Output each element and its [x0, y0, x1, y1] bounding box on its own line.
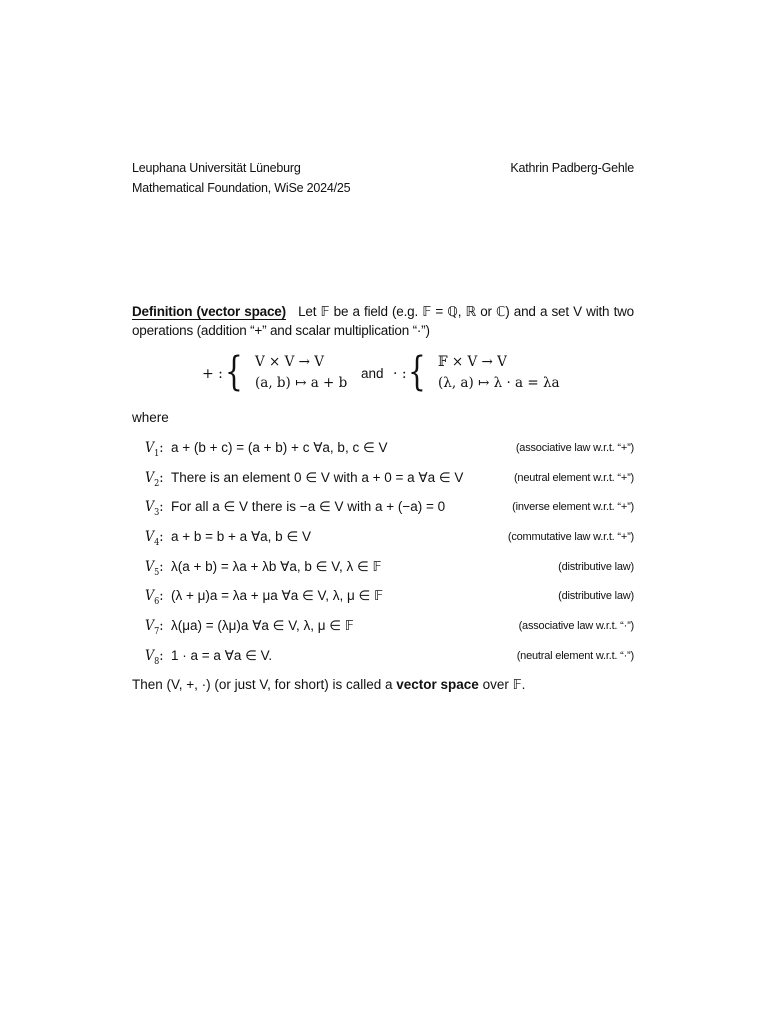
- definition-title: Definition (vector space): [132, 304, 286, 319]
- author-name: Kathrin Padberg-Gehle: [510, 161, 634, 175]
- axiom-item: [132, 495, 634, 525]
- addition-symbol: + :: [202, 366, 223, 382]
- axiom-item: [132, 436, 634, 466]
- axiom-statement: (λ + μ)a = λa + μa ∀a ∈ V, λ, μ ∈ 𝔽: [171, 588, 384, 604]
- and-word: and: [361, 366, 384, 381]
- scalar-brace: {: [408, 349, 426, 395]
- axiom-note: (associative law w.r.t. “+”): [515, 442, 634, 454]
- conclusion-sentence: [132, 677, 525, 693]
- axiom-statement: There is an element 0 ∈ V with a + 0 = a ∀a ∈ V: [171, 469, 464, 485]
- scalar-mapping-rule: (λ, a) ↦ λ · a = λa: [438, 375, 560, 391]
- definition-paragraph: [132, 302, 634, 340]
- addition-mapping-rule: (a, b) ↦ a + b: [255, 375, 348, 391]
- axiom-note: (inverse element w.r.t. “+”): [512, 501, 634, 514]
- definition-intro: Let 𝔽 be a field (e.g. 𝔽 = ℚ, ℝ or ℂ) and a set V with two operations (addition “+” and scalar multiplication “·”): [132, 304, 634, 338]
- course-name: Mathematical Foundation, WiSe 2024/25: [132, 181, 351, 195]
- addition-brace: {: [225, 349, 243, 395]
- axiom-statement: λ(μa) = (λμ)a ∀a ∈ V, λ, μ ∈ 𝔽: [171, 618, 354, 634]
- axiom-statement: λ(a + b) = λa + λb ∀a, b ∈ V, λ ∈ 𝔽: [171, 558, 382, 574]
- axiom-note: (associative law w.r.t. “·”): [518, 620, 634, 633]
- axiom-list: [132, 436, 634, 674]
- axiom-item: [132, 584, 634, 614]
- where-label: where: [132, 410, 169, 425]
- axiom-note: (distributive law): [558, 590, 634, 603]
- scalar-mapping-domain: 𝔽 × V → V: [438, 354, 507, 370]
- axiom-statement: a + (b + c) = (a + b) + c ∀a, b, c ∈ V: [171, 440, 388, 455]
- axiom-note: (neutral element w.r.t. “·”): [516, 649, 634, 662]
- definition-block: [132, 302, 634, 340]
- axiom-label: $V_8$:: [145, 647, 164, 667]
- axiom-note: (commutative law w.r.t. “+”): [507, 531, 634, 544]
- vector-space-term: vector space: [396, 677, 479, 692]
- axiom-statement: a + b = b + a ∀a, b ∈ V: [171, 529, 311, 545]
- axiom-item: [132, 525, 634, 555]
- axiom-label: $V_3$:: [145, 499, 164, 519]
- axiom-note: (neutral element w.r.t. “+”): [513, 471, 634, 484]
- axiom-statement: For all a ∈ V there is −a ∈ V with a + (−a) = 0: [171, 499, 446, 515]
- conclusion-suffix: over 𝔽.: [482, 677, 526, 692]
- axiom-label: $V_7$:: [145, 618, 164, 637]
- axiom-item: [132, 614, 634, 644]
- axiom-label: $V_5$:: [145, 558, 164, 578]
- scalar-symbol: · :: [393, 366, 407, 382]
- axiom-label: $V_2$:: [145, 469, 164, 489]
- axiom-statement: 1 · a = a ∀a ∈ V.: [171, 647, 273, 663]
- axiom-item: [132, 466, 634, 496]
- conclusion-prefix: Then (V, +, ·) (or just V, for short) is called a: [132, 677, 393, 692]
- university-name: Leuphana Universität Lüneburg: [132, 161, 301, 175]
- page-header: [132, 158, 634, 198]
- axiom-item: [132, 644, 634, 674]
- axiom-label: $V_6$:: [145, 588, 164, 608]
- axiom-label: $V_1$:: [145, 440, 164, 459]
- axiom-note: (distributive law): [558, 560, 634, 573]
- addition-mapping-domain: V × V → V: [255, 354, 325, 370]
- axiom-item: [132, 555, 634, 585]
- operations-display: [132, 350, 634, 400]
- axiom-label: $V_4$:: [145, 529, 164, 548]
